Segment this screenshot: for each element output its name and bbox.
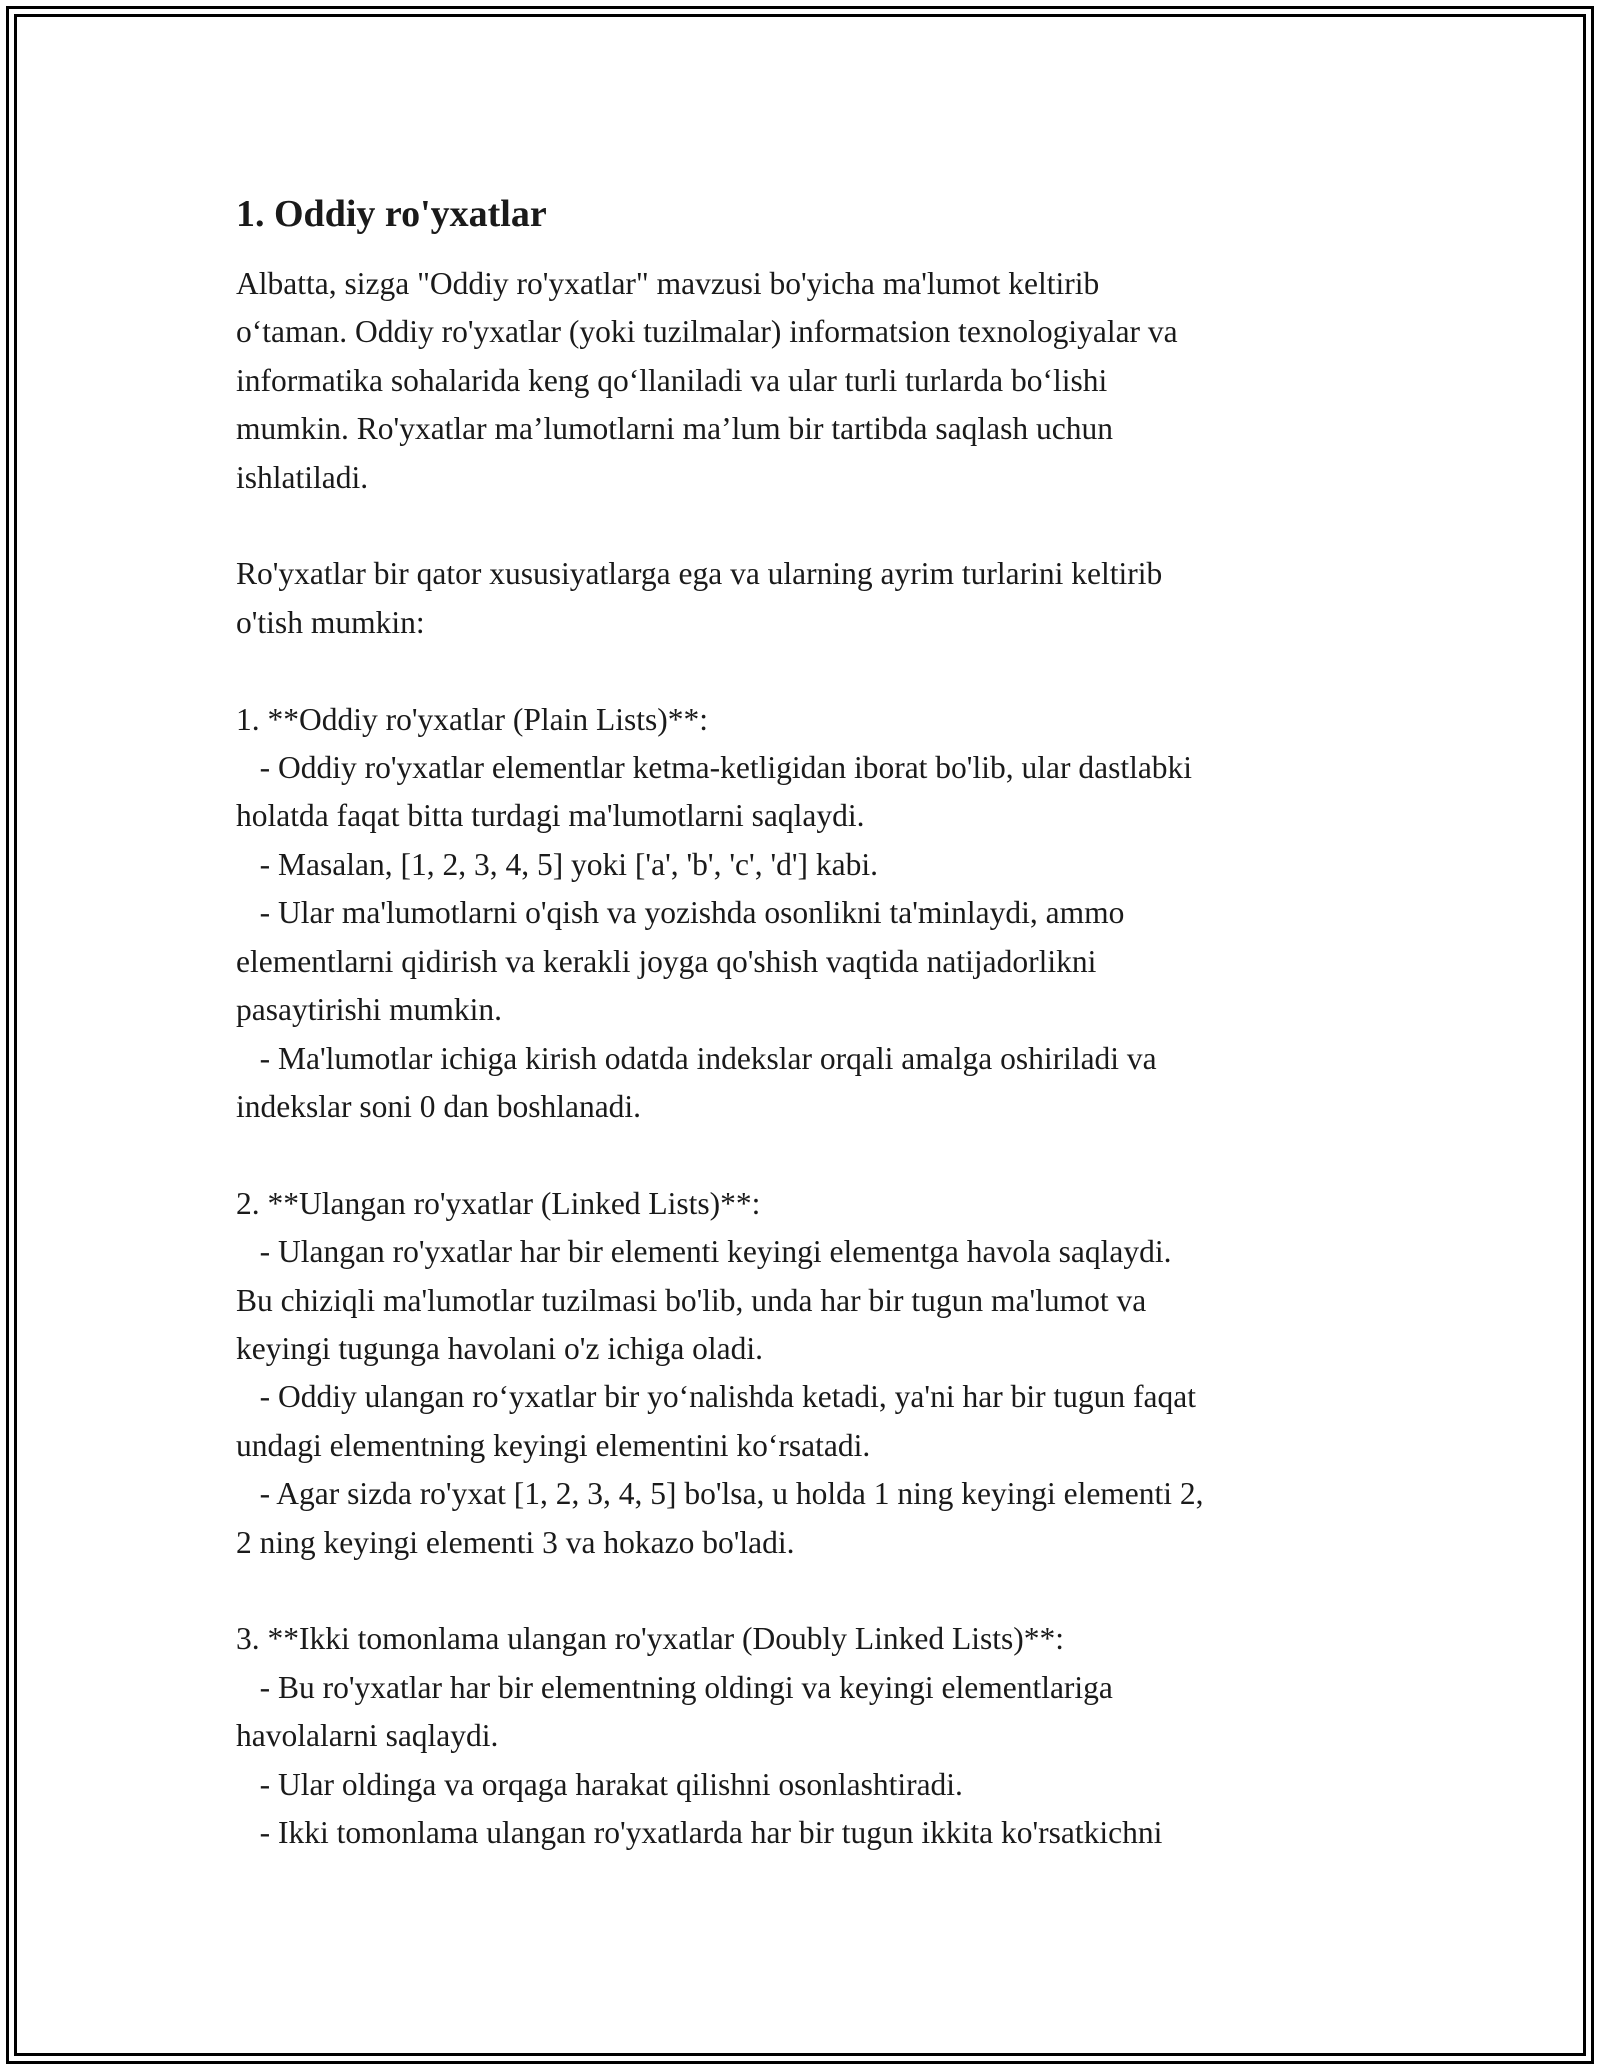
text-line: 2 ning keyingi elementi 3 va hokazo bo'ladi.	[236, 1524, 795, 1560]
text-line: Bu chiziqli ma'lumotlar tuzilmasi bo'lib, unda har bir tugun ma'lumot va	[236, 1282, 1147, 1318]
text-line: mumkin. Ro'yxatlar ma’lumotlarni ma’lum bir tartibda saqlash uchun	[236, 411, 1113, 447]
blank-line	[236, 502, 1406, 550]
document-page	[236, 188, 1406, 1857]
text-line: - Agar sizda ro'yxat [1, 2, 3, 4, 5] bo'lsa, u holda 1 ning keyingi elementi 2,	[236, 1476, 1204, 1512]
text-line: o‘taman. Oddiy ro'yxatlar (yoki tuzilmalar) informatsion texnologiyalar va	[236, 314, 1178, 350]
text-line: indekslar soni 0 dan boshlanadi.	[236, 1088, 642, 1124]
text-line: 3. **Ikki tomonlama ulangan ro'yxatlar (Doubly Linked Lists)**:	[236, 1621, 1065, 1657]
text-line: - Bu ro'yxatlar har bir elementning oldingi va keyingi elementlariga	[236, 1669, 1113, 1705]
text-line: holatda faqat bitta turdagi ma'lumotlarni saqlaydi.	[236, 798, 865, 834]
text-line: Ro'yxatlar bir qator xususiyatlarga ega va ularning ayrim turlarini keltirib	[236, 556, 1163, 592]
text-line: - Ular ma'lumotlarni o'qish va yozishda osonlikni ta'minlaydi, ammo	[236, 895, 1125, 931]
blank-line	[236, 647, 1406, 695]
document-heading: 1. Oddiy ro'yxatlar	[236, 193, 547, 235]
text-line: keyingi tugunga havolani o'z ichiga oladi.	[236, 1330, 764, 1366]
text-line: havolalarni saqlaydi.	[236, 1718, 499, 1754]
text-line: ishlatiladi.	[236, 459, 369, 495]
blank-line	[236, 1131, 1406, 1179]
text-line: - Oddiy ro'yxatlar elementlar ketma-ketligidan iborat bo'lib, ular dastlabki	[236, 750, 1193, 786]
text-line: informatika sohalarida keng qo‘llaniladi va ular turli turlarda bo‘lishi	[236, 362, 1108, 398]
text-line: - Ikki tomonlama ulangan ro'yxatlarda har bir tugun ikkita ko'rsatkichni	[236, 1815, 1163, 1850]
text-line: 1. **Oddiy ro'yxatlar (Plain Lists)**:	[236, 701, 708, 737]
document-body	[236, 260, 1406, 1857]
blank-line	[236, 1567, 1406, 1615]
text-line: Albatta, sizga "Oddiy ro'yxatlar" mavzusi bo'yicha ma'lumot keltirib	[236, 266, 1100, 301]
text-line: - Masalan, [1, 2, 3, 4, 5] yoki ['a', 'b', 'c', 'd'] kabi.	[236, 846, 879, 882]
text-line: - Oddiy ulangan ro‘yxatlar bir yo‘nalishda ketadi, ya'ni har bir tugun faqat	[236, 1379, 1197, 1415]
text-line: pasaytirishi mumkin.	[236, 992, 502, 1028]
text-line: - Ma'lumotlar ichiga kirish odatda indekslar orqali amalga oshiriladi va	[236, 1040, 1157, 1076]
text-line: elementlarni qidirish va kerakli joyga qo'shish vaqtida natijadorlikni	[236, 943, 1097, 979]
text-line: 2. **Ulangan ro'yxatlar (Linked Lists)**:	[236, 1185, 761, 1221]
text-line: - Ulangan ro'yxatlar har bir elementi keyingi elementga havola saqlaydi.	[236, 1234, 1172, 1270]
text-line: undagi elementning keyingi elementini ko‘rsatadi.	[236, 1427, 871, 1463]
text-line: o'tish mumkin:	[236, 604, 425, 640]
text-line: - Ular oldinga va orqaga harakat qilishni osonlashtiradi.	[236, 1766, 963, 1802]
